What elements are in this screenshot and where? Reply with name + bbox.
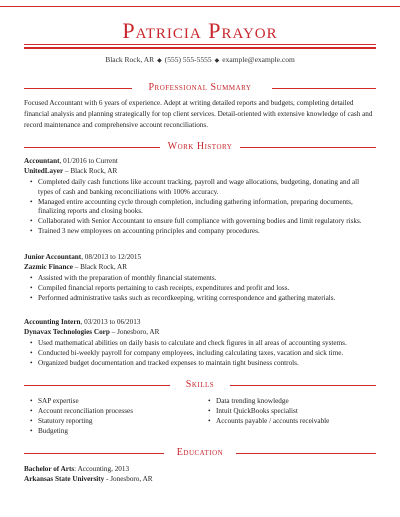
bullet-icon: • [208, 407, 211, 415]
job-company: UnitedLayer [24, 167, 64, 175]
bullet-icon: • [30, 348, 33, 357]
bullet-icon: • [30, 407, 33, 415]
list-item: • Data trending knowledge [208, 397, 289, 405]
candidate-name: Patricia Prayor [122, 18, 278, 43]
work-title: Work History [167, 141, 233, 152]
list-item: • Compiled financial reports pertaining to cash receipts, expenditures and profit and loss. [30, 283, 290, 292]
education-location: - Jonesboro, AR [104, 475, 153, 483]
list-item: • Budgeting [30, 427, 68, 435]
contact-city: Black Rock, AR [105, 55, 155, 64]
name-rule [24, 44, 376, 45]
education-heading [24, 447, 376, 459]
list-item: • Conducted bi-weekly payroll for company employees, including calculating taxes, vacation and sick time. [30, 348, 344, 357]
bullet-icon: • [30, 427, 33, 435]
education-degree: Bachelor of Arts [24, 465, 75, 473]
job-company-line [24, 327, 376, 337]
work-heading [24, 141, 376, 153]
education-title: Education [176, 447, 224, 458]
skills-right-column [202, 396, 382, 426]
contact-line [0, 55, 400, 64]
list-item: • Accounts payable / accounts receivable [208, 417, 330, 425]
list-item: finalizing reports and closing books. [38, 207, 143, 216]
job-bullets [24, 274, 376, 303]
job-role: Junior Accountant [24, 253, 82, 261]
list-item: • Collaborated with Senior Accountant to ensure full compliance with governing bodies and limit regulatory risks. [30, 217, 362, 226]
contact-email[interactable]: example@example.com [222, 55, 295, 64]
top-rule [0, 6, 400, 7]
bullet-icon: • [208, 417, 211, 425]
education-degree-line [24, 464, 376, 474]
bullet-icon: • [30, 397, 33, 405]
bullet-icon: • [30, 293, 33, 302]
summary-heading [24, 82, 376, 94]
bullet-icon: • [30, 226, 33, 235]
job-bullets [24, 339, 376, 368]
job-bullets [24, 178, 376, 237]
job-title-line [24, 252, 376, 262]
bullet-icon: • [30, 358, 33, 367]
list-item: • Statutory reporting [30, 417, 93, 425]
education-school-line [24, 474, 376, 484]
bullet-icon: • [30, 178, 33, 186]
bullet-icon: • [30, 217, 33, 226]
diamond-icon: ◆ [157, 58, 162, 64]
skills-heading [24, 379, 376, 391]
job-dates: , 03/2013 to 06/2013 [80, 318, 141, 326]
summary-text: Focused Accountant with 6 years of experience. Adept at writing detailed reports and budgets, completing detailed financial analysis and planning strategically for top client services. Detail-oriented with extensive knowledge of cash and record maintenance and comprehensive account reconciliations. [24, 99, 373, 129]
job-location: – Black Rock, AR [72, 263, 128, 271]
job-title-line [24, 317, 376, 327]
bullet-icon: • [30, 339, 33, 347]
job-dates: , 01/2016 to Current [59, 157, 118, 165]
name-rule-thick [24, 47, 376, 49]
contact-phone: (555) 555-5555 [164, 55, 212, 64]
list-item: • Organized budget documentation and tracked expenses to maintain tight business controls. [30, 358, 299, 367]
job-company: Zazmic Finance [24, 263, 73, 271]
list-item: • Managed entire accounting cycle through completion, including gathering information, preparing documents, [30, 197, 353, 206]
education-school: Arkansas State University [24, 475, 105, 483]
skills-title: Skills [185, 379, 215, 390]
list-item: • Account reconciliation processes [30, 407, 133, 415]
bullet-icon: • [30, 417, 33, 425]
list-item: • Used mathematical abilities on daily basis to calculate and check figures in all areas of accounting systems. [30, 339, 347, 347]
list-item: types of cash and banking reconciliations with 100% accuracy. [38, 187, 219, 196]
bullet-icon: • [208, 397, 211, 405]
list-item: • Intuit QuickBooks specialist [208, 407, 298, 415]
bullet-icon: • [30, 274, 33, 282]
list-item: • Performed administrative tasks such as recordkeeping, writing correspondence and gathering materials. [30, 293, 336, 302]
bullet-icon: • [30, 283, 33, 292]
summary-title: Professional Summary [148, 82, 252, 93]
list-item: • Assisted with the preparation of monthly financial statements. [30, 274, 217, 282]
job-role: Accountant [24, 157, 60, 165]
job-title-line [24, 156, 376, 166]
job-location: – Black Rock, AR [63, 167, 118, 175]
job-role: Accounting Intern [24, 318, 81, 326]
diamond-icon: ◆ [214, 58, 220, 64]
job-company-line [24, 262, 376, 272]
list-item: • Trained 3 new employees on accounting principles and company procedures. [30, 226, 260, 235]
job-dates: , 08/2013 to 12/2015 [81, 253, 142, 261]
bullet-icon: • [30, 197, 33, 206]
education-field: : Accounting, 2013 [74, 465, 130, 473]
job-location: – Jonesboro, AR [109, 328, 160, 336]
list-item: • Completed daily cash functions like account tracking, payroll and wage allocations, budgeting, donating and all [30, 178, 360, 186]
skills-left-column [24, 396, 184, 436]
list-item: • SAP expertise [30, 397, 79, 405]
job-company: Dynavax Technologies Corp [24, 328, 110, 336]
job-company-line [24, 166, 376, 176]
